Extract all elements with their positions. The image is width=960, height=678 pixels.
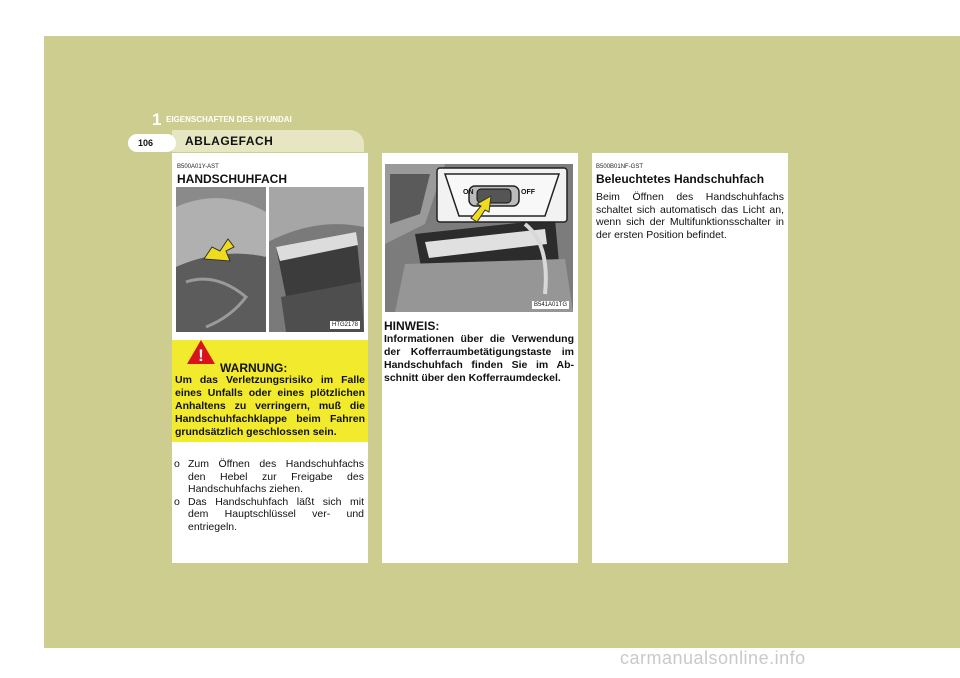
section-heading: Beleuchtetes Handschuhfach (596, 172, 765, 186)
instruction-list (174, 458, 364, 533)
chapter-number: 1 (152, 110, 162, 129)
glovebox-illustration (176, 187, 364, 332)
svg-text:OFF: OFF (521, 189, 535, 196)
image-code: B541A01TG (534, 302, 568, 308)
glovebox-photo (176, 187, 364, 332)
warning-text: Um das Verletzungsrisiko im Falle eines Unfalls oder eines plötzlichen Anhaltens zu verringern, muß die Handschuhfachklappe beim Fahren grundsätzlich geschlossen sein. (175, 374, 365, 438)
section-text: Beim Öffnen des Handschuhfachs schaltet sich automatisch das Licht an, wenn sich der Multifunktionsschalter in der ersten Position befindet. (596, 191, 784, 241)
bullet-text: Das Handschuhfach läßt sich mit dem Hauptschlüssel ver- und entriegeln. (188, 495, 364, 533)
watermark: carmanualsonline.info (620, 648, 806, 668)
glovebox-light-illustration (385, 164, 573, 312)
warning-title: WARNUNG: (220, 361, 288, 375)
section-heading: HANDSCHUHFACH (177, 172, 287, 186)
switch-photo (385, 164, 573, 312)
bullet-marker: o (174, 458, 180, 470)
section-code: B500B01NF-GST (596, 164, 644, 170)
chapter-title: EIGENSCHAFTEN DES HYUNDAI (166, 115, 292, 124)
list-item (174, 496, 364, 534)
svg-text:!: ! (198, 346, 204, 365)
note-text: Informationen über die Verwendung der Kofferraumbetätigungstaste im Handschuhfach finden Sie im Ab- schnitt über den Kofferraumdeckel. (384, 333, 574, 384)
list-item (174, 458, 364, 496)
page-number-pill (128, 134, 176, 152)
page-number: 106 (138, 138, 154, 148)
svg-text:ON: ON (463, 189, 474, 196)
note-title: HINWEIS: (384, 319, 440, 333)
image-code: HTG2178 (332, 322, 359, 328)
section-title: ABLAGEFACH (185, 134, 274, 148)
bullet-marker: o (174, 495, 180, 508)
section-code: B500A01Y-AST (177, 164, 219, 170)
warning-triangle-icon (186, 339, 216, 365)
bullet-text: Zum Öffnen des Handschuhfachs den Hebel zur Freigabe des Handschuhfachs ziehen. (188, 458, 364, 495)
section-tab (172, 130, 364, 152)
